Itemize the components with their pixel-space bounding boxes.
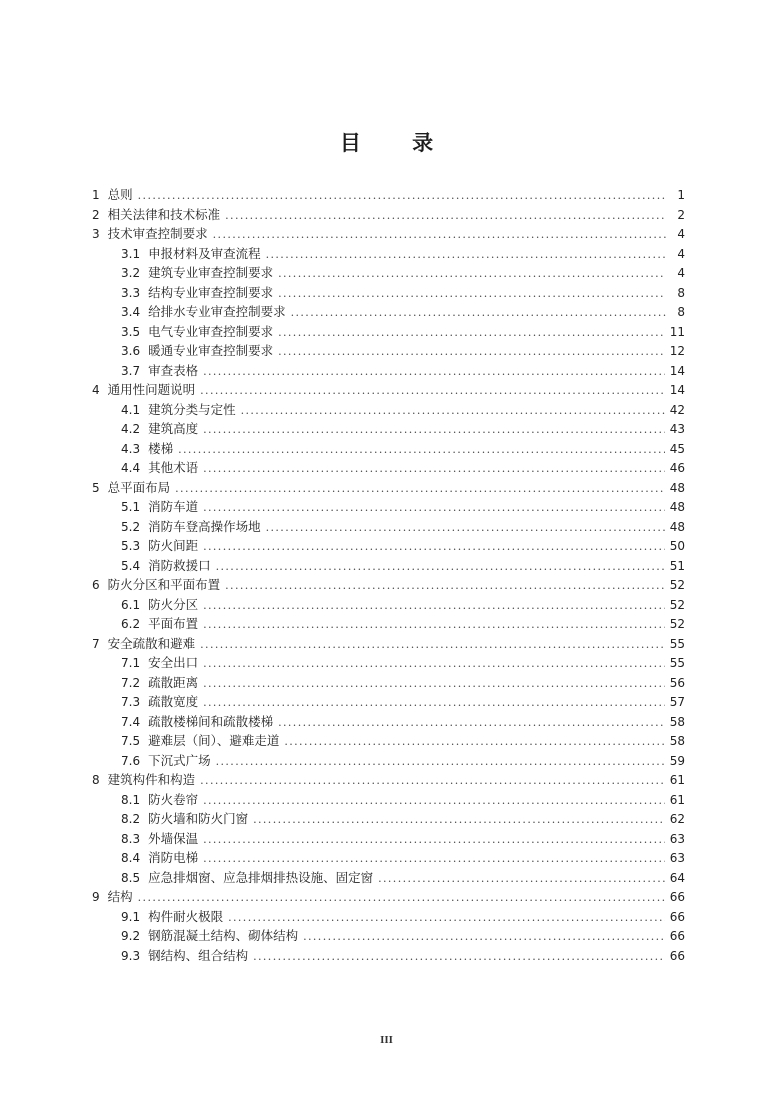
toc-entry-number: 5.1 — [121, 500, 141, 514]
toc-entry-title: 钢结构、组合结构 — [148, 947, 249, 963]
toc-dot-leader — [284, 732, 664, 752]
toc-entry-label — [92, 887, 133, 908]
toc-entry-number: 8.4 — [121, 851, 141, 865]
toc-entry-number: 1 — [92, 188, 100, 202]
toc-subsection-entry[interactable] — [92, 263, 685, 283]
toc-entry-page-number: 59 — [669, 753, 685, 768]
toc-subsection-entry[interactable] — [92, 419, 685, 439]
toc-dot-leader — [203, 537, 665, 557]
toc-entry-label — [121, 673, 198, 694]
toc-entry-page-number: 11 — [669, 324, 685, 339]
toc-entry-title: 审查表格 — [148, 362, 199, 378]
toc-entry-title: 疏散宽度 — [148, 694, 199, 709]
toc-dot-leader — [225, 206, 666, 226]
toc-entry-page-number: 52 — [669, 617, 685, 631]
toc-subsection-entry[interactable] — [92, 907, 685, 927]
toc-dot-leader — [203, 362, 665, 382]
toc-subsection-entry[interactable] — [92, 244, 685, 264]
toc-entry-label — [121, 244, 261, 265]
toc-entry-page-number: 45 — [669, 441, 685, 456]
toc-entry-page-number: 52 — [669, 578, 685, 592]
toc-entry-label — [121, 517, 261, 538]
toc-entry-label — [92, 185, 133, 206]
toc-entry-number: 3.1 — [121, 246, 141, 261]
toc-entry-number: 3.5 — [121, 324, 141, 339]
toc-subsection-entry[interactable] — [92, 790, 685, 810]
toc-dot-leader — [203, 420, 665, 440]
toc-entry-number: 3.4 — [121, 305, 141, 319]
toc-entry-title: 钢筋混凝土结构、砌体结构 — [148, 928, 299, 943]
toc-dot-leader — [203, 693, 665, 713]
toc-entry-label — [121, 283, 273, 304]
toc-dot-leader — [225, 576, 665, 596]
toc-entry-page-number: 2 — [677, 207, 685, 222]
toc-entry-title: 消防车登高操作场地 — [148, 518, 261, 534]
toc-dot-leader — [216, 752, 665, 772]
toc-dot-leader — [203, 596, 665, 616]
toc-entry-label — [121, 809, 248, 830]
toc-entry-number: 4.4 — [121, 461, 141, 475]
toc-entry-page-number: 48 — [669, 500, 685, 514]
toc-entry-number: 8.3 — [121, 831, 141, 846]
toc-entry-label — [121, 302, 286, 323]
toc-entry-label — [121, 595, 198, 616]
toc-dot-leader — [138, 888, 665, 908]
toc-entry-page-number: 4 — [677, 227, 685, 241]
toc-entry-title: 建筑专业审查控制要求 — [148, 265, 274, 280]
toc-subsection-entry[interactable] — [92, 536, 685, 556]
toc-entry-number: 9.2 — [121, 929, 141, 943]
toc-entry-number: 7 — [92, 636, 100, 651]
toc-entry-number: 2 — [92, 207, 100, 222]
toc-entry-label — [121, 361, 198, 382]
toc-subsection-entry[interactable] — [92, 458, 685, 478]
toc-subsection-entry[interactable] — [92, 673, 685, 693]
toc-entry-page-number: 66 — [669, 929, 685, 943]
toc-entry-title: 消防车道 — [148, 499, 199, 514]
toc-subsection-entry[interactable] — [92, 692, 685, 712]
toc-entry-page-number: 43 — [669, 422, 685, 436]
toc-entry-number: 9 — [92, 890, 100, 904]
toc-entry-label — [92, 634, 195, 655]
toc-entry-title: 防火分区和平面布置 — [107, 577, 221, 592]
toc-entry-page-number: 4 — [677, 246, 685, 261]
toc-entry-number: 5.4 — [121, 558, 141, 573]
toc-subsection-entry[interactable] — [92, 731, 685, 751]
toc-entry-page-number: 57 — [669, 695, 685, 709]
toc-entry-label — [121, 439, 173, 460]
toc-entry-label — [121, 731, 279, 752]
toc-section-entry[interactable] — [92, 634, 685, 654]
toc-entry-number: 5.3 — [121, 539, 141, 553]
toc-entry-page-number: 58 — [669, 714, 685, 729]
toc-entry-label — [121, 614, 198, 635]
toc-entry-label — [121, 322, 273, 343]
toc-entry-number: 8 — [92, 773, 100, 787]
toc-entry-page-number: 48 — [669, 519, 685, 534]
toc-dot-leader — [203, 459, 665, 479]
toc-entry-title: 防火卷帘 — [148, 791, 199, 807]
toc-subsection-entry[interactable] — [92, 712, 685, 732]
toc-entry-title: 技术审查控制要求 — [107, 226, 208, 241]
toc-subsection-entry[interactable] — [92, 868, 685, 888]
toc-subsection-entry[interactable] — [92, 829, 685, 849]
toc-section-entry[interactable] — [92, 380, 685, 400]
toc-entry-number: 8.2 — [121, 812, 141, 826]
toc-entry-number: 7.1 — [121, 656, 141, 670]
toc-dot-leader — [378, 869, 665, 889]
toc-subsection-entry[interactable] — [92, 653, 685, 673]
toc-entry-label — [121, 536, 198, 557]
toc-entry-page-number: 61 — [669, 773, 685, 787]
toc-entry-label — [121, 400, 236, 421]
toc-subsection-entry[interactable] — [92, 302, 685, 322]
toc-entry-page-number: 14 — [669, 383, 685, 397]
page-title: 目 录 — [339, 131, 456, 155]
toc-entry-number: 5.2 — [121, 519, 141, 534]
toc-entry-label — [92, 575, 220, 596]
toc-entry-title: 结构 — [107, 889, 133, 904]
toc-entry-number: 8.1 — [121, 792, 141, 807]
toc-entry-title: 外墙保温 — [148, 830, 199, 846]
toc-entry-label — [121, 751, 211, 772]
toc-entry-number: 9.3 — [121, 948, 141, 963]
toc-entry-number: 4.1 — [121, 402, 141, 417]
toc-entry-label — [92, 380, 195, 401]
toc-entry-page-number: 52 — [669, 597, 685, 612]
toc-subsection-entry[interactable] — [92, 341, 685, 361]
toc-entry-label — [121, 868, 373, 889]
toc-entry-page-number: 55 — [669, 656, 685, 670]
toc-entry-title: 总则 — [107, 187, 133, 202]
toc-entry-title: 楼梯 — [148, 440, 174, 456]
toc-dot-leader — [203, 830, 665, 850]
toc-entry-number: 7.2 — [121, 675, 141, 690]
toc-subsection-entry[interactable] — [92, 439, 685, 459]
toc-entry-page-number: 1 — [677, 188, 685, 202]
toc-section-entry[interactable] — [92, 205, 685, 225]
toc-dot-leader — [278, 323, 665, 343]
toc-dot-leader — [203, 674, 665, 694]
toc-entry-label — [92, 224, 208, 245]
toc-subsection-entry[interactable] — [92, 400, 685, 420]
toc-entry-label — [121, 497, 198, 518]
toc-entry-title: 消防电梯 — [148, 850, 199, 865]
toc-entry-title: 避难层（间）、避难走道 — [148, 733, 280, 748]
toc-entry-title: 应急排烟窗、应急排烟排热设施、固定窗 — [148, 869, 374, 885]
toc-entry-label — [92, 770, 195, 791]
toc-section-entry[interactable] — [92, 478, 685, 498]
toc-subsection-entry[interactable] — [92, 361, 685, 381]
toc-entry-number: 5 — [92, 480, 100, 495]
toc-dot-leader — [178, 440, 665, 460]
toc-dot-leader — [253, 810, 665, 830]
toc-entry-label — [121, 263, 273, 284]
toc-entry-number: 4.3 — [121, 441, 141, 456]
toc-entry-title: 下沉式广场 — [148, 752, 211, 768]
toc-entry-page-number: 58 — [669, 734, 685, 748]
toc-entry-page-number: 8 — [677, 305, 685, 319]
toc-subsection-entry[interactable] — [92, 556, 685, 576]
toc-entry-label — [92, 205, 220, 226]
toc-dot-leader — [266, 518, 665, 538]
toc-section-entry[interactable] — [92, 185, 685, 205]
toc-entry-number: 4 — [92, 383, 100, 397]
toc-entry-page-number: 66 — [669, 890, 685, 904]
toc-entry-page-number: 62 — [669, 812, 685, 826]
toc-entry-page-number: 66 — [669, 948, 685, 963]
toc-section-entry[interactable] — [92, 887, 685, 907]
toc-entry-page-number: 12 — [669, 344, 685, 358]
toc-entry-label — [121, 419, 198, 440]
toc-entry-number: 3.2 — [121, 266, 141, 280]
toc-entry-title: 防火间距 — [148, 538, 199, 553]
toc-entry-title: 申报材料及审查流程 — [148, 245, 261, 261]
toc-entry-number: 7.5 — [121, 734, 141, 748]
toc-entry-number: 3 — [92, 227, 100, 241]
toc-entry-page-number: 42 — [669, 402, 685, 417]
toc-entry-label — [121, 341, 273, 362]
toc-entry-label — [121, 829, 198, 850]
toc-entry-label — [121, 790, 198, 811]
toc-dot-leader — [278, 284, 666, 304]
toc-entry-number: 6.1 — [121, 597, 141, 612]
toc-entry-title: 建筑高度 — [148, 421, 199, 436]
toc-dot-leader — [278, 342, 665, 362]
toc-subsection-entry[interactable] — [92, 848, 685, 868]
toc-entry-title: 构件耐火极限 — [148, 908, 224, 924]
toc-entry-title: 通用性问题说明 — [107, 382, 196, 397]
toc-entry-title: 安全疏散和避难 — [107, 635, 196, 651]
toc-entry-number: 3.7 — [121, 363, 141, 378]
toc-entry-page-number: 50 — [669, 539, 685, 553]
toc-entry-title: 疏散楼梯间和疏散楼梯 — [148, 713, 274, 729]
toc-dot-leader — [228, 908, 665, 928]
toc-entry-label — [121, 712, 273, 733]
toc-entry-title: 安全出口 — [148, 655, 199, 670]
toc-entry-page-number: 61 — [669, 792, 685, 807]
toc-subsection-entry[interactable] — [92, 497, 685, 517]
toc-dot-leader — [200, 771, 665, 791]
toc-entry-number: 4.2 — [121, 422, 141, 436]
toc-entry-page-number: 63 — [669, 851, 685, 865]
toc-subsection-entry[interactable] — [92, 809, 685, 829]
toc-entry-title: 结构专业审查控制要求 — [148, 284, 274, 300]
toc-dot-leader — [200, 635, 665, 655]
toc-entry-page-number: 63 — [669, 831, 685, 846]
toc-dot-leader — [175, 479, 665, 499]
toc-subsection-entry[interactable] — [92, 595, 685, 615]
toc-entry-title: 电气专业审查控制要求 — [148, 323, 274, 339]
toc-entry-page-number: 64 — [669, 870, 685, 885]
toc-dot-leader — [203, 654, 665, 674]
toc-entry-number: 3.6 — [121, 344, 141, 358]
toc-entry-label — [121, 926, 298, 947]
toc-dot-leader — [278, 264, 666, 284]
toc-entry-title: 建筑分类与定性 — [148, 401, 236, 417]
toc-entry-page-number: 46 — [669, 461, 685, 475]
toc-subsection-entry[interactable] — [92, 926, 685, 946]
table-of-contents — [92, 185, 685, 965]
toc-entry-label — [121, 946, 248, 967]
toc-dot-leader — [203, 849, 665, 869]
toc-entry-page-number: 66 — [669, 909, 685, 924]
toc-subsection-entry[interactable] — [92, 614, 685, 634]
toc-entry-page-number: 14 — [669, 363, 685, 378]
toc-entry-title: 平面布置 — [148, 616, 199, 631]
toc-dot-leader — [303, 927, 665, 947]
toc-entry-number: 6 — [92, 578, 100, 592]
toc-entry-label — [121, 458, 198, 479]
toc-subsection-entry[interactable] — [92, 751, 685, 771]
toc-dot-leader — [278, 713, 665, 733]
toc-entry-title: 建筑构件和构造 — [107, 772, 196, 787]
toc-entry-title: 总平面布局 — [107, 479, 171, 495]
toc-entry-title: 防火墙和防火门窗 — [148, 811, 249, 826]
toc-entry-page-number: 48 — [669, 480, 685, 495]
toc-entry-number: 8.5 — [121, 870, 141, 885]
toc-entry-title: 消防救援口 — [148, 557, 211, 573]
toc-subsection-entry[interactable] — [92, 517, 685, 537]
toc-entry-label — [121, 848, 198, 869]
toc-entry-number: 7.4 — [121, 714, 141, 729]
toc-entry-page-number: 8 — [677, 285, 685, 300]
toc-dot-leader — [291, 303, 666, 323]
toc-dot-leader — [203, 791, 665, 811]
toc-entry-page-number: 51 — [669, 558, 685, 573]
toc-entry-number: 3.3 — [121, 285, 141, 300]
toc-entry-number: 9.1 — [121, 909, 141, 924]
toc-section-entry[interactable] — [92, 770, 685, 790]
toc-entry-title: 暖通专业审查控制要求 — [148, 343, 274, 358]
toc-entry-page-number: 4 — [677, 266, 685, 280]
toc-dot-leader — [203, 498, 665, 518]
toc-entry-page-number: 56 — [669, 675, 685, 690]
toc-entry-title: 防火分区 — [148, 596, 199, 612]
toc-entry-page-number: 55 — [669, 636, 685, 651]
toc-section-entry[interactable] — [92, 224, 685, 244]
toc-dot-leader — [241, 401, 665, 421]
toc-dot-leader — [200, 381, 665, 401]
toc-entry-number: 6.2 — [121, 617, 141, 631]
toc-entry-number: 7.6 — [121, 753, 141, 768]
toc-entry-title: 疏散距离 — [148, 674, 199, 690]
toc-subsection-entry[interactable] — [92, 283, 685, 303]
toc-section-entry[interactable] — [92, 575, 685, 595]
toc-entry-label — [121, 907, 223, 928]
toc-entry-label — [92, 478, 170, 499]
toc-dot-leader — [213, 225, 666, 245]
toc-entry-title: 给排水专业审查控制要求 — [148, 304, 286, 319]
page-number-footer: III — [380, 1034, 393, 1046]
toc-dot-leader — [203, 615, 665, 635]
toc-subsection-entry[interactable] — [92, 322, 685, 342]
toc-entry-label — [121, 653, 198, 674]
toc-entry-label — [121, 692, 198, 713]
toc-entry-label — [121, 556, 211, 577]
toc-entry-title: 其他术语 — [148, 460, 199, 475]
toc-dot-leader — [216, 557, 665, 577]
toc-dot-leader — [138, 186, 666, 206]
toc-dot-leader — [253, 947, 665, 967]
toc-subsection-entry[interactable] — [92, 946, 685, 966]
toc-entry-number: 7.3 — [121, 695, 141, 709]
toc-dot-leader — [266, 245, 666, 265]
toc-entry-title: 相关法律和技术标准 — [107, 206, 221, 222]
